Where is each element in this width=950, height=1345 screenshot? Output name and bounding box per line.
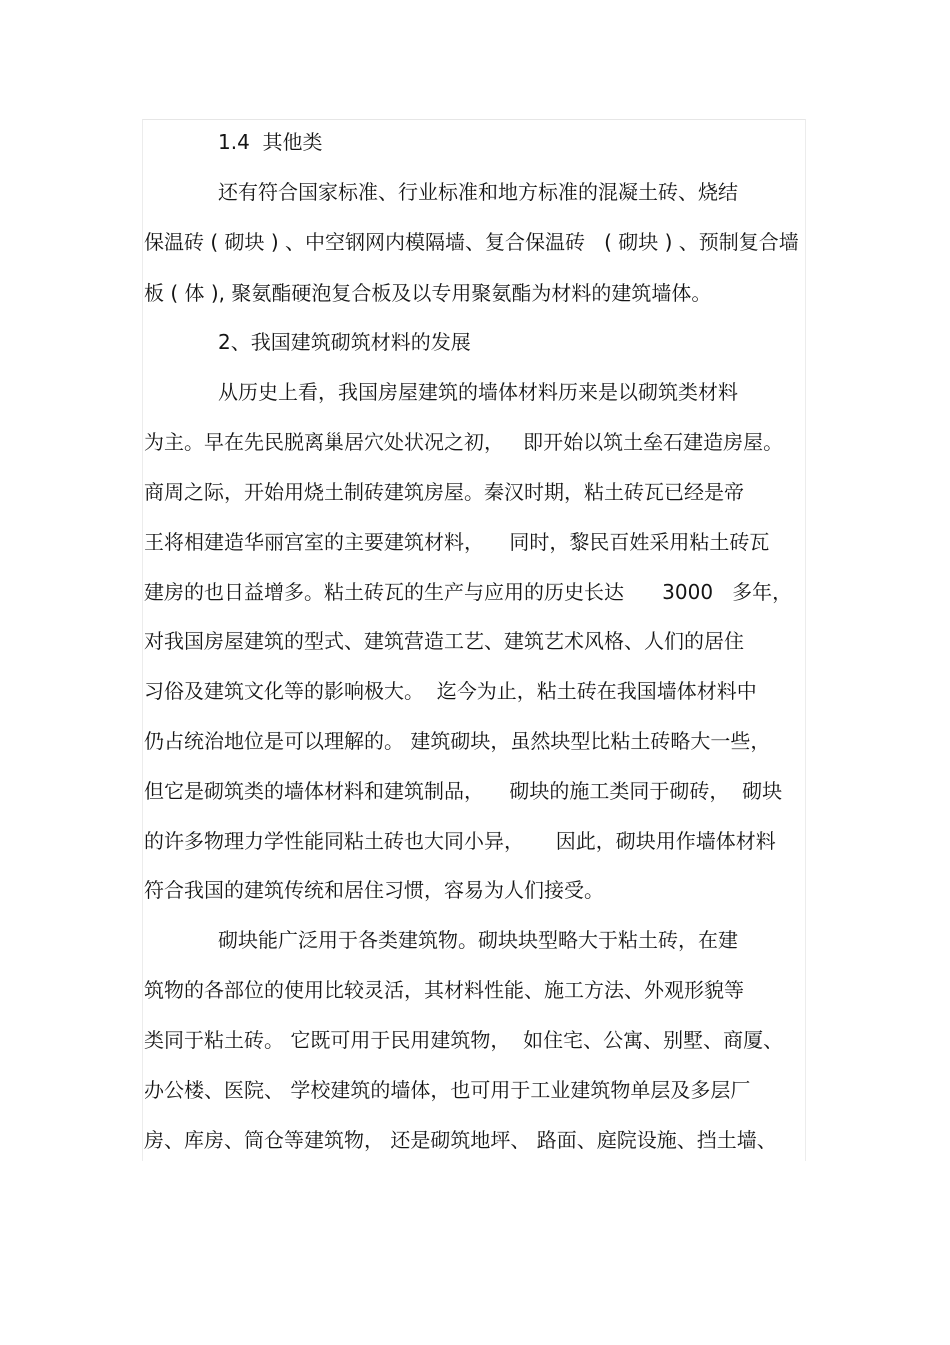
section-heading-1-4: 1.4 其他类 xyxy=(218,130,323,154)
text-line: 还有符合国家标准、行业标准和地方标准的混凝土砖、烧结 xyxy=(218,180,738,204)
text-line: 建房的也日益增多。粘土砖瓦的生产与应用的历史长达 3000 多年， xyxy=(144,580,793,604)
text-line: 商周之际，开始用烧土制砖建筑房屋。秦汉时期，粘土砖瓦已经是帝 xyxy=(144,480,744,504)
text-line: 王将相建造华丽宫室的主要建筑材料， 同时，黎民百姓采用粘土砖瓦 xyxy=(144,530,770,554)
text-line: 类同于粘土砖。 它既可用于民用建筑物， 如住宅、公寓、别墅、商厦、 xyxy=(144,1028,784,1052)
text-line: 板 ( 体 ), 聚氨酯硬泡复合板及以专用聚氨酯为材料的建筑墙体。 xyxy=(144,281,712,305)
text-line: 保温砖 ( 砌块 ) 、中空钢网内模隔墙、复合保温砖 ( 砌块 ) 、预制复合墙 xyxy=(144,230,799,254)
text-line: 从历史上看，我国房屋建筑的墙体材料历来是以砌筑类材料 xyxy=(218,380,738,404)
text-line: 符合我国的建筑传统和居住习惯，容易为人们接受。 xyxy=(144,878,604,902)
section-heading-2: 2、我国建筑砌筑材料的发展 xyxy=(218,330,471,354)
text-line: 砌块能广泛用于各类建筑物。砌块块型略大于粘土砖，在建 xyxy=(218,928,738,952)
text-line: 对我国房屋建筑的型式、建筑营造工艺、建筑艺术风格、人们的居住 xyxy=(144,629,744,653)
text-line: 仍占统治地位是可以理解的。 建筑砌块，虽然块型比粘土砖略大一些， xyxy=(144,729,771,753)
text-line: 习俗及建筑文化等的影响极大。 迄今为止，粘土砖在我国墙体材料中 xyxy=(144,679,757,703)
text-line: 为主。早在先民脱离巢居穴处状况之初， 即开始以筑土垒石建造房屋。 xyxy=(144,430,784,454)
text-line: 的许多物理力学性能同粘土砖也大同小异， 因此，砌块用作墙体材料 xyxy=(144,829,776,853)
text-line: 但它是砌筑类的墙体材料和建筑制品， 砌块的施工类同于砌砖， 砌块 xyxy=(144,779,783,803)
text-line: 房、库房、筒仓等建筑物， 还是砌筑地坪、 路面、庭院设施、挡土墙、 xyxy=(144,1128,777,1152)
text-line: 筑物的各部位的使用比较灵活，其材料性能、施工方法、外观形貌等 xyxy=(144,978,744,1002)
text-line: 办公楼、医院、 学校建筑的墙体，也可用于工业建筑物单层及多层厂 xyxy=(144,1078,751,1102)
